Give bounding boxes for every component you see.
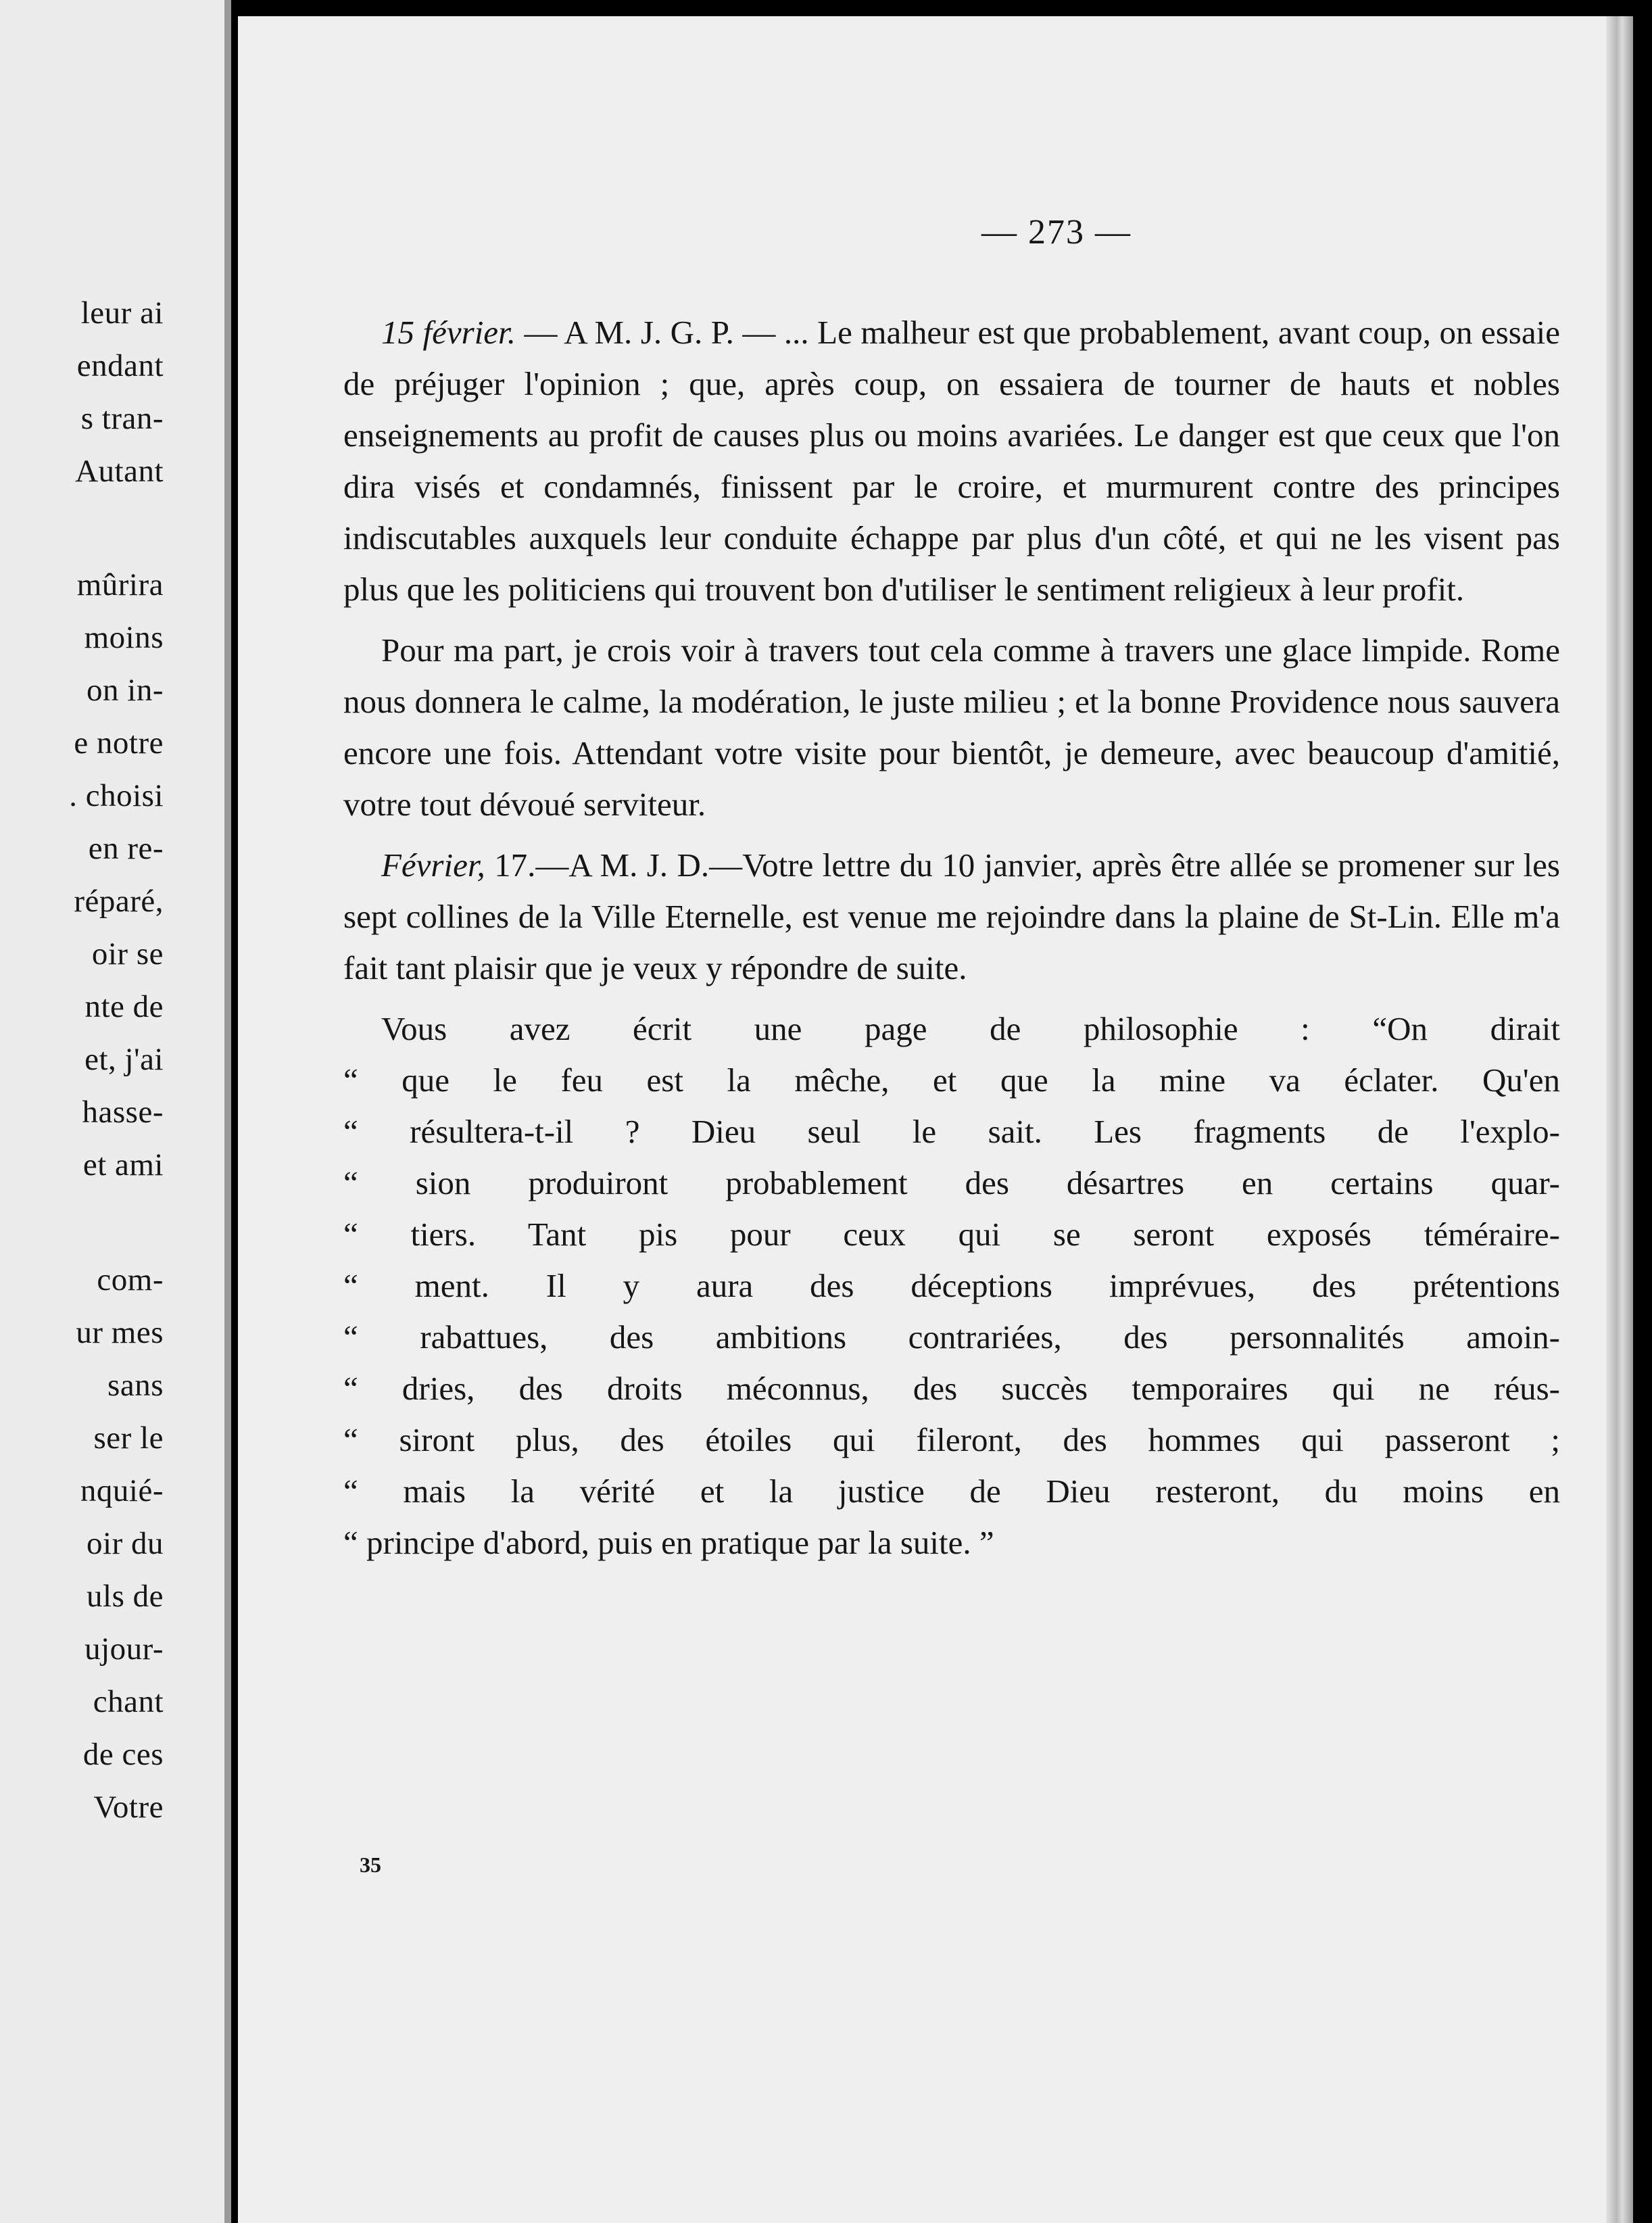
right-page [238,16,1633,2223]
paragraph-2: Pour ma part, je crois voir à travers tout cela comme à travers une glace limpide. Rome nous donnera le calme, la modération, le juste milieu ; et la bonne Providence nous sauvera encore une fois. Attendant votre visite pour bientôt, je demeure, avec beaucoup d'amitié, votre tout dévoué serviteur. [343,631,1560,823]
left-page-line: e notre [74,725,164,761]
page-gutter [224,0,231,2223]
left-page-line: et ami [82,1147,164,1182]
quote-line: “ ment. Il y aura des déceptions imprévues, des prétentions [343,1267,1560,1304]
left-page-line: nte de [84,989,164,1024]
left-page-line: uls de [87,1579,164,1614]
entry-date: 15 février. [381,314,516,351]
quote-line: “ que le feu est la mêche, et que la mine va éclater. Qu'en [343,1061,1560,1099]
entry-text: — A M. J. G. P. — ... Le malheur est que probablement, avant coup, on essaie de préjuger l'opinion ; que, après coup, on essaiera de tourner de hauts et nobles enseignements au profit de causes plus ou moins avariées. Le danger est que ceux que l'on dira visés et condamnés, finissent par le croire, et murmurent contre des principes indiscutables auxquels leur conduite échappe par plus d'un côté, et qui ne les visent pas plus que les politiciens qui trouvent bon d'utiliser le sentiment religieux à leur profit. [343,314,1560,608]
quote-line: “ mais la vérité et la justice de Dieu resteront, du moins en [343,1473,1560,1510]
signature-mark: 35 [360,1853,381,1877]
quote-line: “ siront plus, des étoiles qui fileront, des hommes qui passeront ; [343,1421,1560,1458]
body-text [343,307,1560,1569]
left-page-line: moins [84,620,164,655]
left-page-line: s tran- [80,401,164,436]
quote-line: “ tiers. Tant pis pour ceux qui se seront exposés téméraire- [343,1216,1560,1253]
left-page-line: oir se [91,936,164,972]
left-page-line: . choisi [69,778,164,813]
quote-line: “ résultera-t-il ? Dieu seul le sait. Les fragments de l'explo- [343,1113,1560,1150]
left-page-line: endant [76,348,164,383]
left-page-line: on in- [87,673,164,708]
left-page-line: Votre [93,1790,164,1825]
left-page-line: Autant [75,454,164,489]
letter-entry-2 [343,840,1560,994]
left-page-line: ujour- [84,1631,164,1667]
left-page-line: nquié- [80,1473,164,1508]
page-number: — 273 — [981,213,1132,252]
left-page-line: com- [97,1262,164,1297]
page-edge [1606,16,1633,2223]
left-page-line: hasse- [82,1095,164,1130]
left-page-line: de ces [82,1737,164,1772]
left-page-line: ser le [93,1420,164,1456]
left-page-line: sans [107,1368,164,1403]
left-page-line: leur ai [80,295,164,331]
letter-entry-1 [343,307,1560,615]
entry-date: Février, [381,846,485,884]
entry-text: 17.—A M. J. D.—Votre lettre du 10 janvier, après être allée se promener sur les sept collines de la Ville Eternelle, est venue me rejoindre dans la plaine de St-Lin. Elle m'a fait tant plaisir que je veux y répondre de suite. [343,846,1560,986]
left-page-line: en re- [88,831,164,866]
quote-line: “ rabattues, des ambitions contrariées, des personnalités amoin- [343,1318,1560,1356]
left-page-line: mûrira [76,567,164,602]
quote-line: “ sion produiront probablement des désartres en certains quar- [343,1164,1560,1201]
quoted-passage [343,1003,1560,1569]
quote-line: “ dries, des droits méconnus, des succès temporaires qui ne réus- [343,1370,1560,1407]
left-page-line: et, j'ai [84,1042,164,1077]
quote-line: Vous avez écrit une page de philosophie : “On dirait [381,1010,1560,1047]
quote-line: “ principe d'abord, puis en pratique par la suite. ” [343,1524,994,1561]
left-page-line: chant [93,1684,164,1719]
left-page-fragment [0,0,231,2223]
left-page-line: oir du [87,1526,164,1561]
left-page-line: ur mes [76,1315,164,1350]
left-page-line: réparé, [74,884,164,919]
